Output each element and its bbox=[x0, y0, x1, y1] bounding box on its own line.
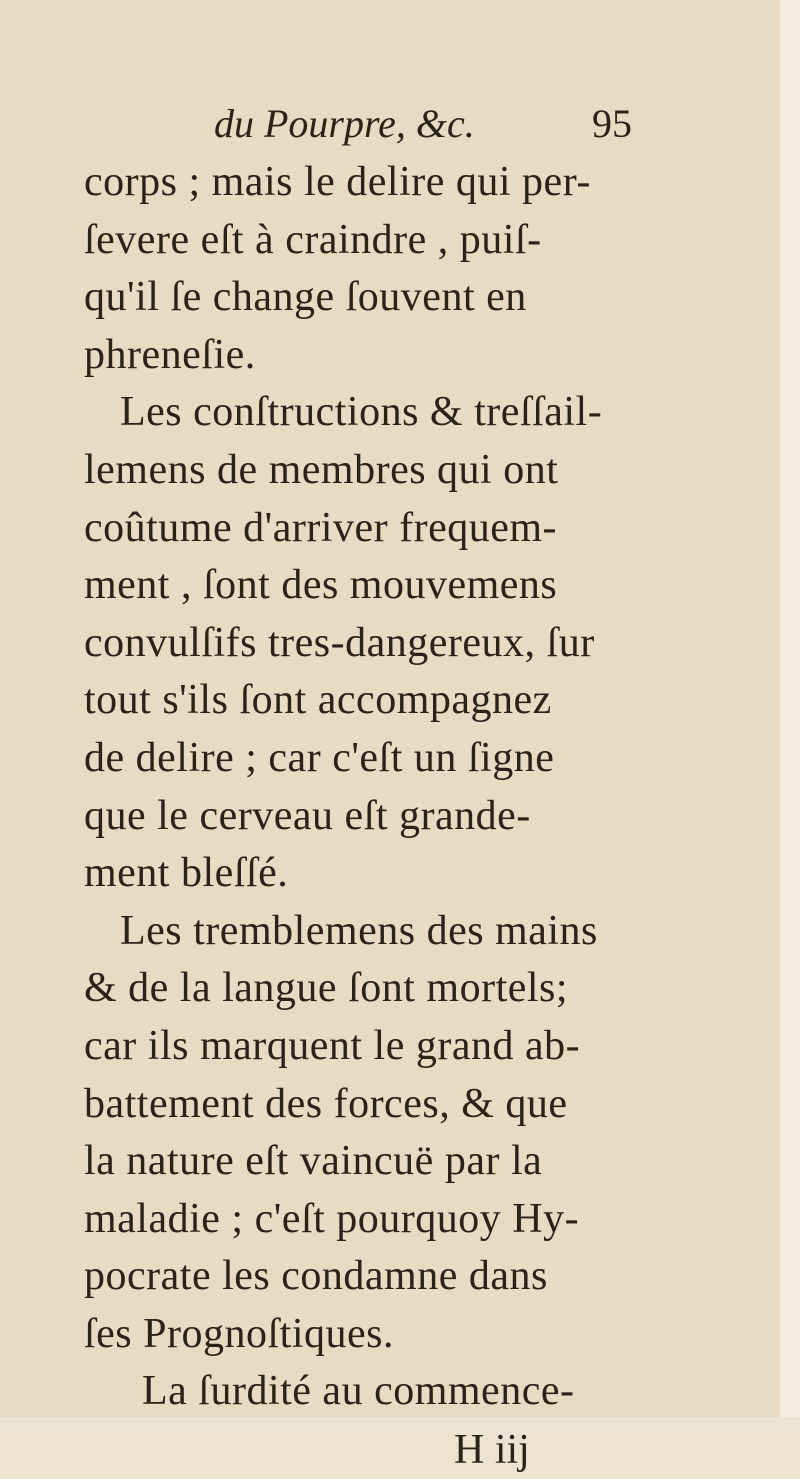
text-line: qu'il ſe change ſouvent en bbox=[84, 274, 527, 321]
text-line: ſes Prognoſtiques. bbox=[84, 1310, 394, 1357]
text-line: coûtume d'arriver frequem- bbox=[84, 504, 558, 551]
running-head-title: du Pourpre, &c. bbox=[214, 101, 475, 146]
text-line: & de la langue ſont mortels; bbox=[84, 965, 569, 1012]
signature-mark bbox=[84, 1421, 684, 1479]
text-line: car ils marquent le grand ab- bbox=[84, 1022, 581, 1069]
page-edge bbox=[780, 0, 800, 1429]
text-line: ment bleſſé. bbox=[84, 850, 289, 897]
page-number: 95 bbox=[592, 101, 632, 146]
text-line: lemens de membres qui ont bbox=[84, 446, 559, 493]
text-line: ment , ſont des mouvemens bbox=[84, 562, 558, 609]
text-line: ſevere eſt à craindre , puiſ- bbox=[84, 216, 542, 263]
text-line: tout s'ils ſont accompagnez bbox=[84, 677, 552, 724]
text-line: que le cerveau eſt grande- bbox=[84, 792, 531, 839]
paragraph-start-line: Les tremblemens des mains bbox=[120, 907, 598, 954]
paragraph-start-line: La ſurdité au commence- bbox=[142, 1368, 575, 1415]
paragraph-start-line: Les conſtructions & treſſail- bbox=[120, 389, 603, 436]
text-line: battement des forces, & que bbox=[84, 1080, 568, 1127]
signature-mark-text: H iij bbox=[454, 1427, 530, 1474]
text-line: maladie ; c'eſt pourquoy Hy- bbox=[84, 1195, 580, 1242]
text-line: convulſifs tres-dangereux, ſur bbox=[84, 619, 595, 666]
running-head bbox=[84, 98, 684, 154]
text-line: de delire ; car c'eſt un ſigne bbox=[84, 734, 555, 781]
text-line: corps ; mais le delire qui per- bbox=[84, 159, 591, 205]
text-line: pocrate les condamne dans bbox=[84, 1253, 548, 1300]
text-block bbox=[84, 98, 684, 1479]
text-line: la nature eſt vaincuë par la bbox=[84, 1138, 543, 1185]
text-line: phreneſie. bbox=[84, 331, 256, 378]
